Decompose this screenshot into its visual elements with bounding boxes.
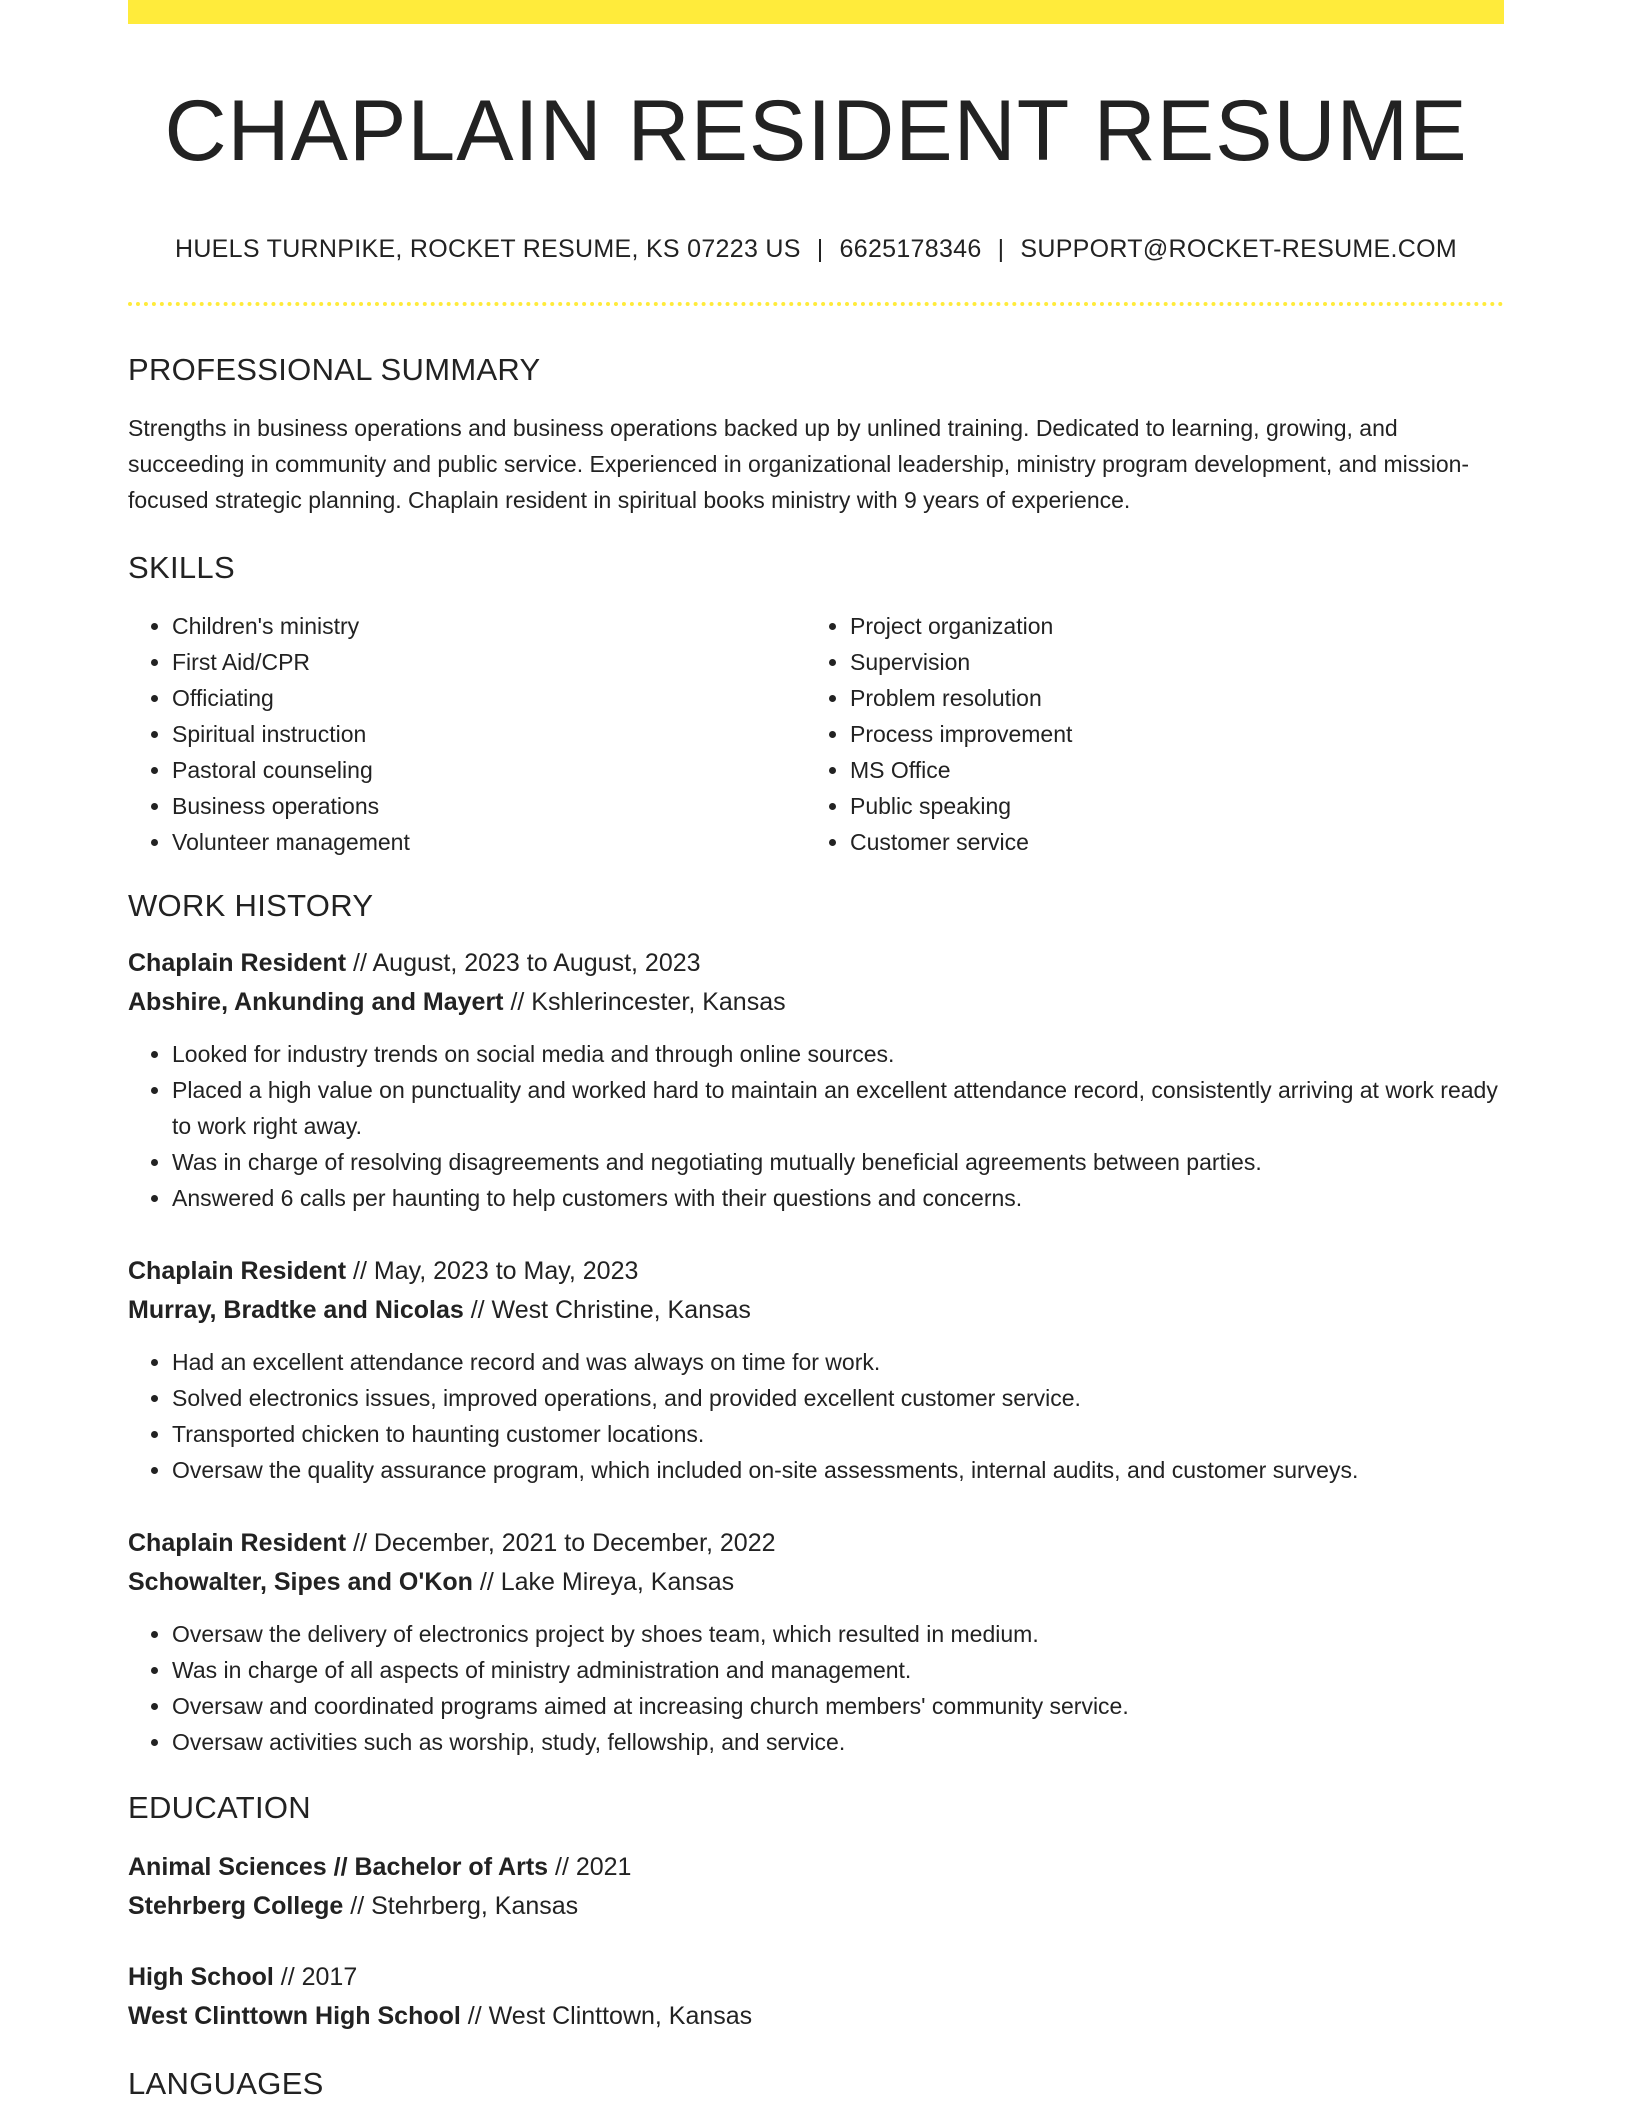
job-company-line	[128, 983, 1504, 1022]
job-dates: // December, 2021 to December, 2022	[346, 1528, 776, 1557]
job-location: // Lake Mireya, Kansas	[472, 1567, 735, 1596]
languages-heading: LANGUAGES	[128, 2065, 324, 2101]
job-bullet: • Placed a high value on punctuality and worked hard to maintain an excellent attendance record, consistently arriving at work ready to work right away.	[172, 1072, 1504, 1144]
separator: |	[997, 234, 1005, 263]
education-entry	[128, 1848, 1504, 1926]
education-location: // West Clinttown, Kansas	[460, 2001, 753, 2030]
job-bullets	[128, 1036, 1504, 1216]
skills-list	[128, 608, 1504, 860]
job-role: Chaplain Resident	[128, 1256, 347, 1285]
job-bullet: • Oversaw activities such as worship, study, fellowship, and service.	[172, 1724, 1504, 1760]
education-location: // Stehrberg, Kansas	[343, 1891, 579, 1920]
skill-item: • Children's ministry	[172, 608, 806, 644]
skills-heading: SKILLS	[128, 549, 235, 585]
dotted-divider	[128, 302, 1504, 306]
skill-item: • Spiritual instruction	[172, 716, 806, 752]
skill-item: • Volunteer management	[172, 824, 806, 860]
work-history-heading: WORK HISTORY	[128, 887, 374, 923]
skills-column-left	[128, 608, 806, 860]
education-heading: EDUCATION	[128, 1789, 311, 1825]
email: SUPPORT@ROCKET-RESUME.COM	[1020, 234, 1458, 263]
skill-item: • Public speaking	[850, 788, 1484, 824]
job-bullet: • Transported chicken to haunting customer locations.	[172, 1416, 1504, 1452]
job-title-line	[128, 1252, 1504, 1291]
job-bullet: • Was in charge of all aspects of ministry administration and management.	[172, 1652, 1504, 1688]
job-title-line	[128, 1524, 1504, 1563]
skill-item: • Officiating	[172, 680, 806, 716]
contact-line	[128, 235, 1504, 264]
summary-heading: PROFESSIONAL SUMMARY	[128, 351, 541, 387]
education-entry	[128, 1958, 1504, 2036]
job-company-line	[128, 1563, 1504, 1602]
job-bullet: • Oversaw and coordinated programs aimed at increasing church members' community service.	[172, 1688, 1504, 1724]
job-role: Chaplain Resident	[128, 948, 347, 977]
job-bullet: • Had an excellent attendance record and was always on time for work.	[172, 1344, 1504, 1380]
job-company-line	[128, 1291, 1504, 1330]
education-year: // 2017	[273, 1962, 358, 1991]
skills-column-right	[806, 608, 1484, 860]
skill-item: • Customer service	[850, 824, 1484, 860]
job-bullets	[128, 1344, 1504, 1488]
job-bullet: • Oversaw the delivery of electronics project by shoes team, which resulted in medium.	[172, 1616, 1504, 1652]
address: HUELS TURNPIKE, ROCKET RESUME, KS 07223 US	[174, 234, 801, 263]
job-entry	[128, 1252, 1504, 1488]
resume-page	[128, 0, 1504, 2102]
accent-bar	[128, 0, 1504, 24]
skill-item: • Problem resolution	[850, 680, 1484, 716]
education-degree-line	[128, 1848, 1504, 1887]
job-location: // Kshlerincester, Kansas	[503, 987, 786, 1016]
skill-item: • Process improvement	[850, 716, 1484, 752]
education-school: Stehrberg College	[128, 1891, 344, 1920]
summary-text: Strengths in business operations and business operations backed up by unlined training. Dedicated to learning, growing, and succeeding in community and public service. Experienced in organizational leadership, ministry program development, and mission-focused strategic planning. Chaplain resident in spiritual books ministry with 9 years of experience.	[128, 414, 1470, 513]
skill-item: • MS Office	[850, 752, 1484, 788]
skill-item: • Supervision	[850, 644, 1484, 680]
job-entry	[128, 944, 1504, 1216]
education-school: West Clinttown High School	[128, 2001, 461, 2030]
education-school-line	[128, 1997, 1504, 2036]
education-year: // 2021	[548, 1852, 632, 1881]
skill-item: • First Aid/CPR	[172, 644, 806, 680]
skill-item: • Business operations	[172, 788, 806, 824]
education-school-line	[128, 1887, 1504, 1926]
job-bullet: • Answered 6 calls per haunting to help customers with their questions and concerns.	[172, 1180, 1504, 1216]
skill-item: • Pastoral counseling	[172, 752, 806, 788]
education-degree: High School	[128, 1962, 274, 1991]
job-title-line	[128, 944, 1504, 983]
resume-title: CHAPLAIN RESIDENT RESUME	[164, 83, 1468, 179]
job-role: Chaplain Resident	[128, 1528, 347, 1557]
job-dates: // May, 2023 to May, 2023	[346, 1256, 639, 1285]
job-entry	[128, 1524, 1504, 1760]
job-bullet: • Oversaw the quality assurance program, which included on-site assessments, internal audits, and customer surveys.	[172, 1452, 1504, 1488]
job-bullet: • Was in charge of resolving disagreements and negotiating mutually beneficial agreements between parties.	[172, 1144, 1504, 1180]
skill-item: • Project organization	[850, 608, 1484, 644]
job-dates: // August, 2023 to August, 2023	[346, 948, 701, 977]
education-degree-line	[128, 1958, 1504, 1997]
phone: 6625178346	[839, 234, 982, 263]
job-bullet: • Looked for industry trends on social media and through online sources.	[172, 1036, 1504, 1072]
job-company: Schowalter, Sipes and O'Kon	[128, 1567, 473, 1596]
job-location: // West Christine, Kansas	[463, 1295, 751, 1324]
job-company: Murray, Bradtke and Nicolas	[128, 1295, 464, 1324]
job-bullet: • Solved electronics issues, improved operations, and provided excellent customer service.	[172, 1380, 1504, 1416]
job-bullets	[128, 1616, 1504, 1760]
separator: |	[816, 234, 824, 263]
job-company: Abshire, Ankunding and Mayert	[128, 987, 504, 1016]
education-degree: Animal Sciences // Bachelor of Arts	[128, 1852, 549, 1881]
